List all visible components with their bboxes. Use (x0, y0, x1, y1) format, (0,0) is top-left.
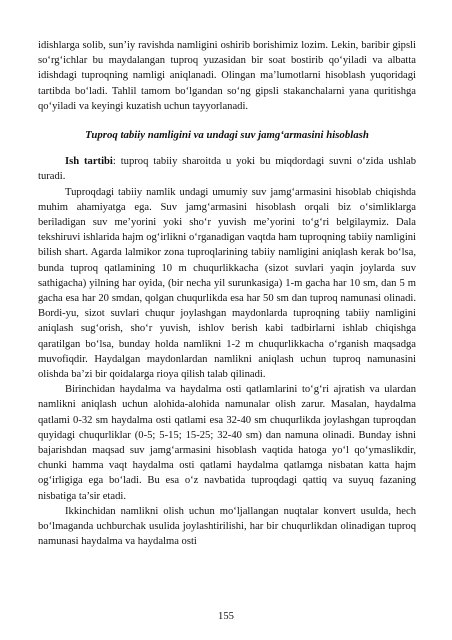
body-paragraph-3: Birinchidan haydalma va haydalma osti qatlamlarini to‘g‘ri ajratish va ulardan namlikni aniqlash uchun alohida-alohida namunalar olish zarur. Masalan, haydalma qatlami 0-32 sm haydalma osti qatlami esa 32-40 sm chuqurlikda joylashgan tuproqdan quyidagi chuqurliklar (0-5; 5-15; 15-25; 32-40 sm) dan namuna olinadi. Bunday ishni bajarishdan maqsad suv jamg‘armasini hisoblash vaqtida hatoga yo‘l qo‘ymaslikdir, chunki hamma vaqt haydalma osti qatlami haydalma qatlamga nisbatan katta hajm og‘irligiga ega bo‘ladi. Bu esa o‘z navbatida tuproqdagi qattiq va suyuq fazaning nisbatiga ta’sir etadi. (38, 384, 416, 502)
ish-tartibi-text: : tuproq tabiiy sharoitda u yoki bu miqdordagi suvni o‘zida ushlab turadi. (38, 156, 416, 183)
body-paragraph-2: Tuproqdagi tabiiy namlik undagi umumiy suv jamg‘armasini hisoblab chiqishda muhim ahamiyatga ega. Suv jamg‘armasini hisoblash orqali biz o‘simliklarga beriladigan suv me’yorini yoki sho‘r yuvish me’yorini to‘g‘ri belgilaymiz. Dala tekshiruvi ishlarida hajm og‘irlikni o‘rganadigan vaqtda ham tuproqning tabiiy namligini bilish shart. Agarda lalmikor zona tuproqlarining tabiiy namligini aniqlash kerak bo‘lsa, bunda tuproq qatlamining 10 m chuqurlikkacha (sizot suvlari yaqin joylarda suv sathigacha) yilning har oyida, (bir necha yil surunkasiga) 1-m gacha har 10 sm, dan 5 m gacha esa har 20 smdan, qolgan chuqurlikda esa har 50 sm dan tuproq namunasi olinadi. Bordi-yu, sizot suvlari chuqur joylashgan maydonlarda tuproqning tabiiy namligini aniqlash sug‘orish, sho‘r yuvish, ishlov berish kabi tadbirlarni ishlab chiqishga qaratilgan bo‘lsa, bunday holda namlikni 1-2 m chuqurlikkacha o‘rganish maqsadga muvofiqdir. Haydalgan maydonlardan namlikni aniqlash uchun tuproq namunasini olishda ba’zi bir qoidalarga rioya qilish talab qilinadi. (38, 186, 416, 381)
document-page (38, 38, 416, 550)
intro-paragraph: idishlarga solib, sun’iy ravishda namligini oshirib borishimiz lozim. Lekin, baribir gipsli so‘rg‘ichlar bu maydalangan tuproq yuzasidan bir soat bostirib qo‘yiladi va albatta idishdagi tuproqning namligi aniqlanadi. Olingan ma’lumotlarni hisoblash yuqoridagi tartibda bo‘ladi. Tahlil tamom bo‘lgandan so‘ng gipsli stakanchalarni yana quritishga qo‘yiladi va keyingi kuzatish uchun tayyorlanadi. (38, 40, 416, 112)
page-number: 155 (218, 611, 234, 622)
section-heading: Tuproq tabiiy namligini va undagi suv jamg‘armasini hisoblash (85, 129, 369, 142)
body-paragraph-4: Ikkinchidan namlikni olish uchun mo‘ljallangan nuqtalar konvert usulda, hech bo‘lmaganda uchburchak usulida joylashtirilishi, har bir chuqurlikdan olinadigan tuproq namunasi haydalma va haydalma osti (38, 505, 416, 548)
ish-tartibi-label: Ish tartibi (65, 156, 113, 168)
ish-tartibi-paragraph (38, 154, 416, 184)
